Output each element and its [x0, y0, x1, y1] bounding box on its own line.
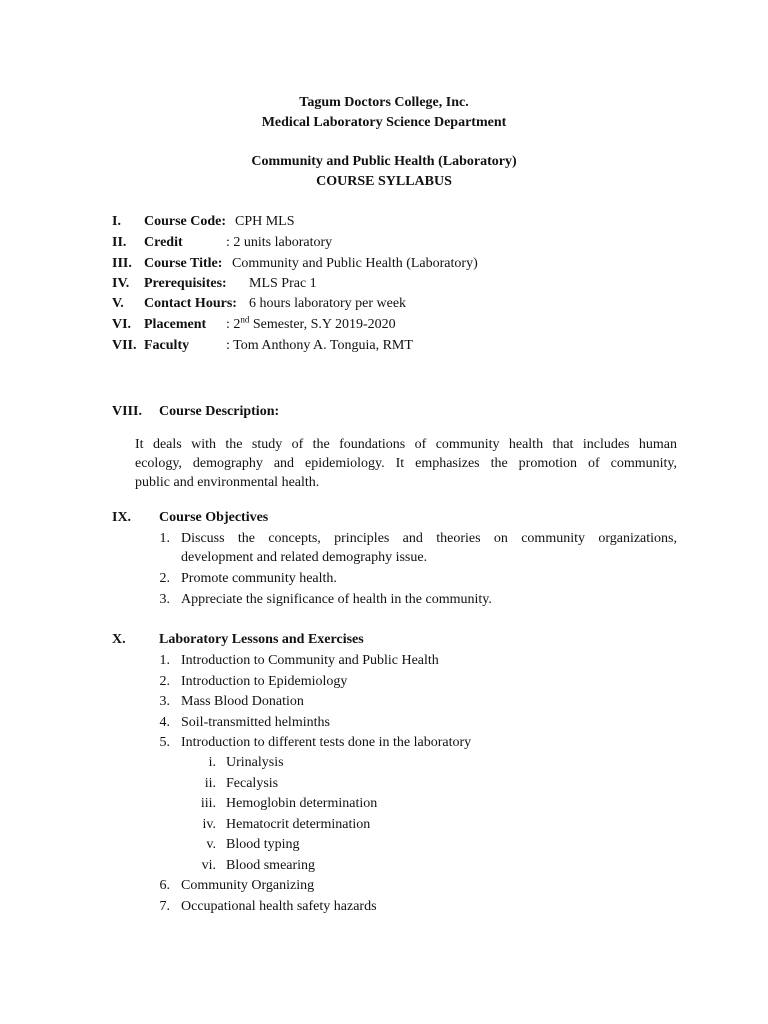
placement-prefix: : 2 — [226, 317, 241, 332]
lesson-text: Introduction to different tests done in the laboratory — [181, 735, 472, 750]
objective-text: Discuss the concepts, principles and theories on community organizations, — [181, 531, 677, 546]
objective-text: Promote community health. — [181, 571, 337, 586]
lesson-text: Soil-transmitted helminths — [181, 715, 330, 730]
info-value: : 2 units laboratory — [226, 235, 333, 250]
info-number: V. — [112, 296, 124, 311]
description-line: public and environmental health. — [135, 475, 320, 490]
info-number: III. — [112, 256, 132, 271]
course-heading: Community and Public Health (Laboratory) — [251, 154, 517, 169]
info-number: IV. — [112, 276, 130, 291]
lesson-number: 4. — [159, 715, 170, 730]
section-title: Course Objectives — [159, 510, 269, 525]
subitem-number: ii. — [204, 776, 216, 791]
lesson-text: Mass Blood Donation — [181, 694, 304, 709]
info-number: VII. — [112, 338, 137, 353]
objective-text: development and related demography issue. — [181, 550, 428, 565]
subitem-text: Urinalysis — [226, 755, 284, 770]
document-type: COURSE SYLLABUS — [316, 174, 452, 189]
lesson-number: 3. — [159, 694, 170, 709]
info-label: Prerequisites: — [144, 276, 227, 291]
description-line: It deals with the study of the foundations of community health that includes human — [135, 437, 677, 452]
info-label: Course Code: — [144, 214, 227, 229]
lesson-text: Occupational health safety hazards — [181, 899, 377, 914]
subitem-number: vi. — [201, 858, 216, 873]
info-value: MLS Prac 1 — [249, 276, 317, 291]
section-title: Course Description: — [159, 404, 280, 419]
info-number: I. — [112, 214, 121, 229]
info-label: Credit — [144, 235, 183, 250]
info-number: II. — [112, 235, 127, 250]
placement-superscript: nd — [240, 314, 250, 325]
lesson-text: Introduction to Epidemiology — [181, 674, 348, 689]
lesson-number: 7. — [159, 899, 170, 914]
college-name: Tagum Doctors College, Inc. — [299, 95, 469, 110]
subitem-number: v. — [206, 837, 216, 852]
info-label: Contact Hours: — [144, 296, 237, 311]
subitem-text: Blood smearing — [226, 858, 316, 873]
lesson-number: 2. — [159, 674, 170, 689]
description-line: ecology, demography and epidemiology. It emphasizes the promotion of community, — [135, 456, 677, 471]
info-value — [226, 315, 396, 335]
info-value: CPH MLS — [235, 214, 295, 229]
section-number: X. — [112, 632, 126, 647]
info-label: Faculty — [144, 338, 190, 353]
placement-suffix: Semester, S.Y 2019-2020 — [249, 317, 396, 332]
objective-number: 1. — [159, 531, 170, 546]
subitem-text: Fecalysis — [226, 776, 279, 791]
objective-number: 3. — [159, 592, 170, 607]
objective-text: Appreciate the significance of health in the community. — [181, 592, 492, 607]
lesson-text: Community Organizing — [181, 878, 315, 893]
lesson-number: 5. — [159, 735, 170, 750]
section-number: IX. — [112, 510, 132, 525]
subitem-text: Hematocrit determination — [226, 817, 371, 832]
info-number: VI. — [112, 317, 132, 332]
info-value: 6 hours laboratory per week — [249, 296, 407, 311]
subitem-text: Blood typing — [226, 837, 300, 852]
objective-number: 2. — [159, 571, 170, 586]
subitem-number: iii. — [200, 796, 216, 811]
info-value: : Tom Anthony A. Tonguia, RMT — [226, 338, 413, 353]
lesson-number: 6. — [159, 878, 170, 893]
lesson-text: Introduction to Community and Public Health — [181, 653, 439, 668]
info-label: Placement — [144, 317, 207, 332]
subitem-number: i. — [208, 755, 216, 770]
info-label: Course Title: — [144, 256, 223, 271]
section-title: Laboratory Lessons and Exercises — [159, 632, 364, 647]
subitem-number: iv. — [202, 817, 216, 832]
info-value: Community and Public Health (Laboratory) — [232, 256, 478, 271]
department-name: Medical Laboratory Science Department — [261, 115, 507, 130]
subitem-text: Hemoglobin determination — [226, 796, 378, 811]
lesson-number: 1. — [159, 653, 170, 668]
section-number: VIII. — [112, 404, 142, 419]
